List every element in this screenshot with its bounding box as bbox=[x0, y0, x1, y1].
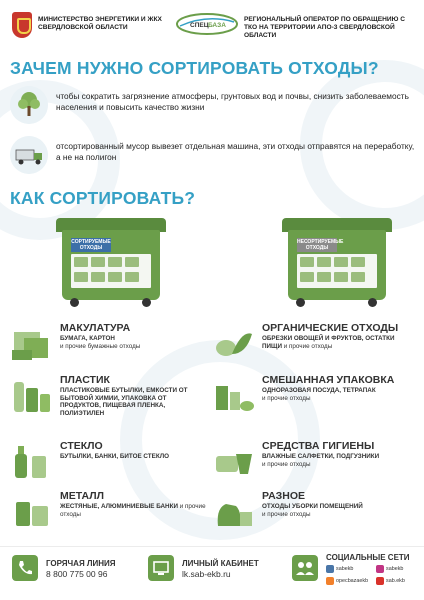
bin-body bbox=[288, 230, 386, 300]
misc-icon bbox=[212, 492, 256, 532]
paper-icon bbox=[10, 324, 54, 364]
why-title: ЗАЧЕМ НУЖНО СОРТИРОВАТЬ ОТХОДЫ? bbox=[10, 58, 379, 78]
package-icon bbox=[212, 376, 256, 416]
category-desc: ВЛАЖНЫЕ САЛФЕТКИ, ПОДГУЗНИКИ и прочие отходы bbox=[262, 453, 380, 468]
header bbox=[0, 0, 424, 46]
social-vk[interactable]: sabekb bbox=[336, 566, 354, 572]
bin-wheel bbox=[296, 298, 305, 307]
category-desc: ЖЕСТЯНЫЕ, АЛЮМИНИЕВЫЕ БАНКИ и прочие отходы bbox=[60, 503, 206, 518]
glass-icon bbox=[10, 442, 54, 482]
bin-label: СОРТИРУЕМЫЕ ОТХОДЫ bbox=[71, 239, 111, 251]
bin-sticker bbox=[297, 254, 377, 288]
bin-wheel bbox=[142, 298, 151, 307]
social-label: СОЦИАЛЬНЫЕ СЕТИ bbox=[326, 553, 410, 562]
category-desc: ОДНОРАЗОВАЯ ПОСУДА, ТЕТРАПАК и прочие отходы bbox=[262, 387, 376, 402]
plastic-icon bbox=[10, 376, 54, 416]
social-instagram[interactable]: sabekb bbox=[386, 566, 404, 572]
category-name: СТЕКЛО bbox=[60, 440, 103, 452]
category-metal bbox=[10, 490, 210, 548]
logo-text-main: БАЗА bbox=[208, 22, 226, 29]
bin-wheel bbox=[368, 298, 377, 307]
category-name: МЕТАЛЛ bbox=[60, 490, 104, 502]
phone-icon bbox=[12, 555, 38, 581]
tree-icon bbox=[10, 86, 48, 124]
bin-body bbox=[62, 230, 160, 300]
hotline-label: ГОРЯЧАЯ ЛИНИЯ bbox=[46, 559, 116, 568]
cabinet-icon bbox=[148, 555, 174, 581]
category-name: СМЕШАННАЯ УПАКОВКА bbox=[262, 374, 395, 386]
reason-text: отсортированный мусор вывезет отдельная машина, эти отходы отправятся на переработку, а не на полигон bbox=[56, 141, 415, 162]
social-youtube[interactable]: sab.ekb bbox=[386, 578, 405, 584]
how-title: КАК СОРТИРОВАТЬ? bbox=[10, 188, 196, 208]
truck-icon bbox=[10, 136, 48, 174]
category-desc: ПЛАСТИКОВЫЕ БУТЫЛКИ, ЕМКОСТИ ОТ БЫТОВОЙ ХИМИИ, УПАКОВКА ОТ ПРОДУКТОВ, ПИЩЕВАЯ ПЛЕНКА, ПОЛИЭТИЛЕН bbox=[60, 387, 188, 417]
cabinet-link[interactable]: lk.sab-ekb.ru bbox=[182, 569, 231, 579]
organic-icon bbox=[212, 324, 256, 364]
category-desc: БУМАГА, КАРТОН и прочие бумажные отходы bbox=[60, 335, 141, 350]
reason-item bbox=[10, 86, 420, 126]
reason-text: чтобы сократить загрязнение атмосферы, грунтовых вод и почвы, снизить заболеваемость населения и повысить качество жизни bbox=[56, 91, 409, 112]
bin-label: НЕСОРТИРУЕМЫЕ ОТХОДЫ bbox=[297, 239, 344, 251]
category-name: МАКУЛАТУРА bbox=[60, 322, 131, 334]
cabinet-label: ЛИЧНЫЙ КАБИНЕТ bbox=[182, 559, 259, 568]
category-name: РАЗНОЕ bbox=[262, 490, 305, 502]
instagram-icon[interactable] bbox=[376, 565, 384, 573]
logo-text-top: СПЕЦ bbox=[190, 22, 209, 29]
metal-icon bbox=[10, 492, 54, 532]
category-name: ПЛАСТИК bbox=[60, 374, 110, 386]
social-ok[interactable]: opecbazaekb bbox=[336, 578, 369, 584]
reason-item bbox=[10, 136, 420, 176]
hygiene-icon bbox=[212, 442, 256, 482]
ministry-name: МИНИСТЕРСТВО ЭНЕРГЕТИКИ И ЖКХ СВЕРДЛОВСКОЙ ОБЛАСТИ bbox=[38, 16, 162, 31]
category-mixed-packaging bbox=[212, 374, 412, 432]
vk-icon[interactable] bbox=[326, 565, 334, 573]
sorted-waste-bin bbox=[56, 218, 166, 310]
bin-wheel bbox=[70, 298, 79, 307]
social-icon bbox=[292, 555, 318, 581]
category-desc: ОБРЕЗКИ ОВОЩЕЙ И ФРУКТОВ, ОСТАТКИ ПИЩИ и прочие отходы bbox=[262, 335, 395, 350]
category-name: СРЕДСТВА ГИГИЕНЫ bbox=[262, 440, 375, 452]
category-name: ОРГАНИЧЕСКИЕ ОТХОДЫ bbox=[262, 322, 399, 334]
bin-sticker bbox=[71, 254, 151, 288]
category-desc: БУТЫЛКИ, БАНКИ, БИТОЕ СТЕКЛО bbox=[60, 453, 170, 460]
youtube-icon[interactable] bbox=[376, 577, 384, 585]
category-desc: ОТХОДЫ УБОРКИ ПОМЕЩЕНИЙ и прочие отходы bbox=[262, 503, 363, 518]
unsorted-waste-bin bbox=[282, 218, 392, 310]
hotline-number[interactable]: 8 800 775 00 96 bbox=[46, 569, 108, 579]
operator-name: РЕГИОНАЛЬНЫЙ ОПЕРАТОР ПО ОБРАЩЕНИЮ С ТКО НА ТЕРРИТОРИИ АПО-3 СВЕРДЛОВСКОЙ ОБЛАСТИ bbox=[244, 16, 406, 39]
category-misc bbox=[212, 490, 412, 548]
category-organic bbox=[212, 322, 412, 380]
coat-of-arms-icon bbox=[12, 12, 32, 38]
odnoklassniki-icon[interactable] bbox=[326, 577, 334, 585]
footer bbox=[0, 546, 424, 600]
specbaza-logo bbox=[176, 12, 238, 36]
category-plastic bbox=[10, 374, 210, 432]
category-paper bbox=[10, 322, 210, 380]
